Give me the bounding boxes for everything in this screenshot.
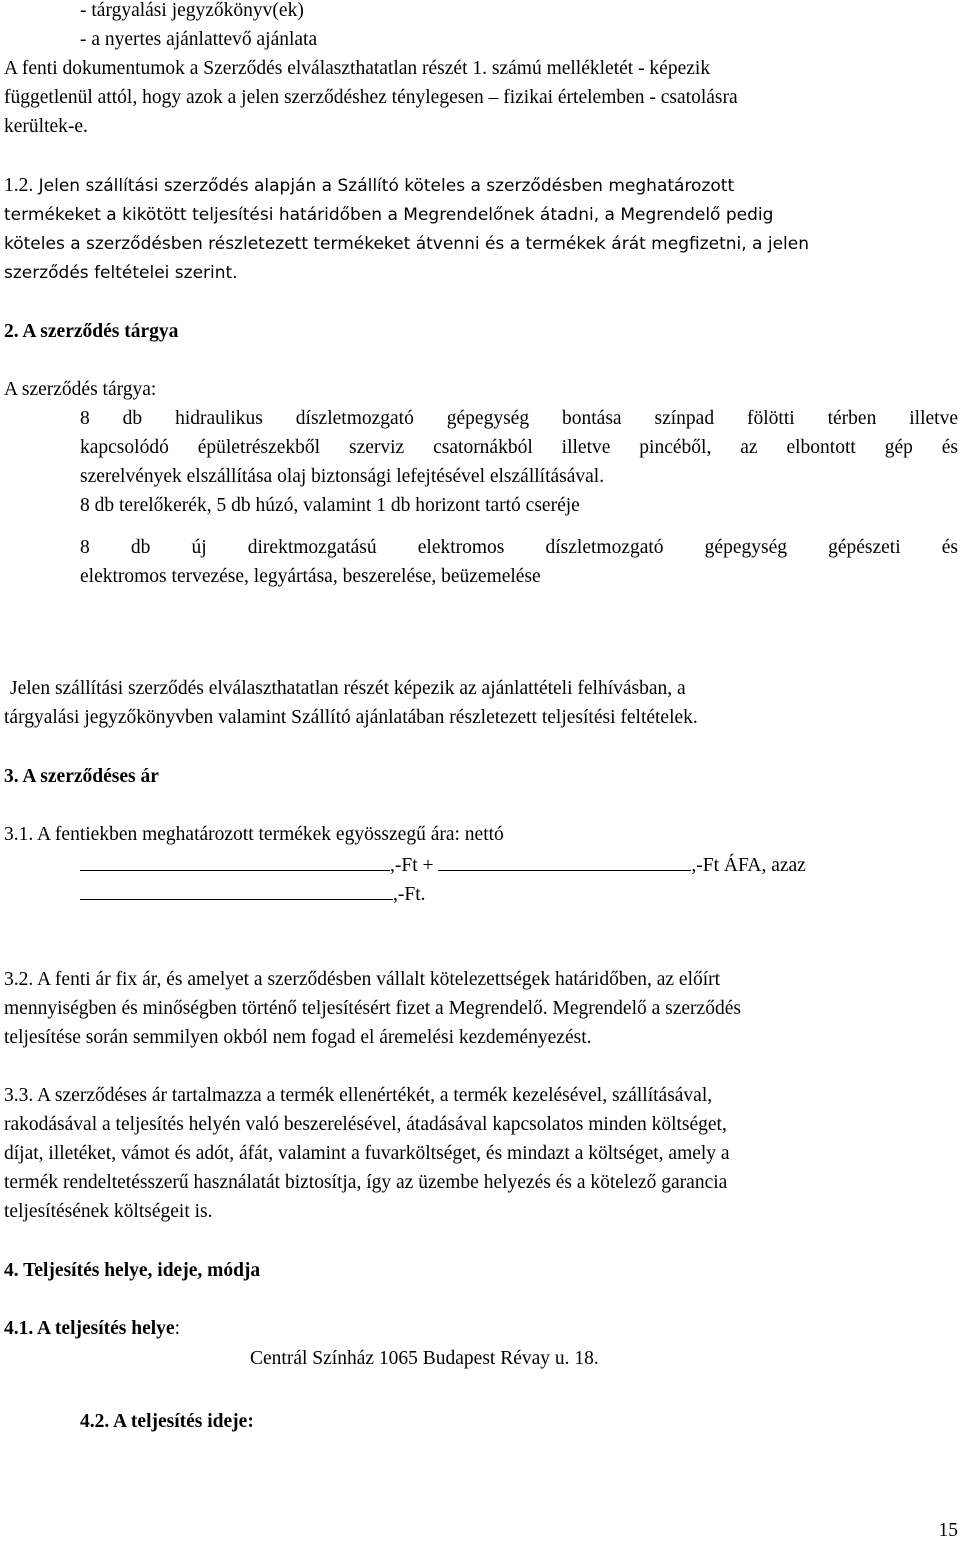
total-price-blank xyxy=(80,881,393,900)
clause-3-3-line: termék rendeltetésszerű használatát biztosítja, így az üzembe helyezés és a kötelező garancia xyxy=(4,1172,728,1193)
clause-3-3-line: díjat, illetéket, vámot és adót, áfát, valamint a fuvarköltséget, és mindazt a költséget, amely a xyxy=(4,1143,730,1164)
net-price-blank xyxy=(80,852,390,871)
section-heading: 4. Teljesítés helye, ideje, módja xyxy=(4,1260,261,1281)
subject-item-line: kapcsolódó épületrészekből szerviz csatornákból illetve pincéből, az elbontott gép és xyxy=(80,437,958,458)
clause-3-3-line: rakodásával a teljesítés helyén való beszerelésével, átadásával kapcsolatos minden költséget, xyxy=(4,1114,727,1135)
clause-4-1: 4.1. A teljesítés helye: xyxy=(4,1318,181,1339)
clause-1-2-line: köteles a szerződésben részletezett termékeket átvenni és a termékek árát megfizetni, a jelen xyxy=(4,234,810,254)
subject-intro: A szerződés tárgya: xyxy=(4,379,157,400)
clause-3-3-line: teljesítésének költségeit is. xyxy=(4,1201,213,1222)
closing-paragraph-line: Jelen szállítási szerződés elválaszthatatlan részét képezik az ajánlattételi felhívásban, a xyxy=(10,678,686,699)
annex-paragraph-line: függetlenül attól, hogy azok a jelen szerződéshez ténylegesen – fizikai értelemben - csatolásra xyxy=(4,87,738,108)
subject-item-line: elektromos tervezése, legyártása, beszerelése, beüzemelése xyxy=(80,566,541,587)
clause-1-2-line: szerződés feltételei szerint. xyxy=(4,263,238,283)
clause-3-2-line: 3.2. A fenti ár fix ár, és amelyet a szerződésben vállalt kötelezettségek határidőben, az előírt xyxy=(4,969,721,990)
list-item: - a nyertes ajánlattevő ajánlata xyxy=(80,29,318,50)
subject-item-line: 8 db hidraulikus díszletmozgató gépegység bontása színpad fölötti térben illetve xyxy=(80,408,958,429)
page-number: 15 xyxy=(938,1520,958,1541)
price-clause-line: 3.1. A fentiekben meghatározott termékek egyösszegű ára: nettó xyxy=(4,824,504,845)
vat-blank xyxy=(438,852,691,871)
annex-paragraph-line: kerültek-e. xyxy=(4,116,88,137)
clause-3-2-line: mennyiségben és minőségben történő teljesítésért fizet a Megrendelő. Megrendelő a szerződés xyxy=(4,998,741,1019)
price-total-line xyxy=(80,881,426,907)
list-item: - tárgyalási jegyzőkönyv(ek) xyxy=(80,0,304,21)
closing-paragraph-line: tárgyalási jegyzőkönyvben valamint Szállító ajánlatában részletezett teljesítési feltételek. xyxy=(4,707,698,728)
subject-item-line: szerelvények elszállítása olaj biztonsági lefejtésével elszállításával. xyxy=(80,466,605,487)
clause-3-2-line: teljesítése során semmilyen okból nem fogad el áremelési kezdeményezést. xyxy=(4,1027,592,1048)
subject-item: 8 db terelőkerék, 5 db húzó, valamint 1 db horizont tartó cseréje xyxy=(80,495,580,516)
price-blanks-line xyxy=(80,852,806,878)
ft-afa-label: ,-Ft ÁFA, azaz xyxy=(691,855,806,876)
clause-4-2: 4.2. A teljesítés ideje: xyxy=(80,1411,254,1432)
clause-3-3-line: 3.3. A szerződéses ár tartalmazza a termék ellenértékét, a termék kezelésével, szállításával, xyxy=(4,1085,713,1106)
annex-paragraph-line: A fenti dokumentumok a Szerződés elválaszthatatlan részét 1. számú mellékletét - képezik xyxy=(4,58,711,79)
subject-item-line: 8 db új direktmozgatású elektromos díszletmozgató gépegység gépészeti és xyxy=(80,537,958,558)
clause-1-2-line: termékeket a kikötött teljesítési határidőben a Megrendelőnek átadni, a Megrendelő pedig xyxy=(4,205,774,225)
delivery-place: Centrál Színház 1065 Budapest Révay u. 18. xyxy=(250,1348,599,1369)
section-heading: 2. A szerződés tárgya xyxy=(4,321,179,342)
ft-end-label: ,-Ft. xyxy=(393,884,426,905)
clause-1-2-line xyxy=(4,174,734,198)
clause-text: Jelen szállítási szerződés alapján a Szállító köteles a szerződésben meghatározott xyxy=(33,176,735,196)
clause-number: 1.2. xyxy=(4,175,34,196)
section-heading: 3. A szerződéses ár xyxy=(4,766,159,787)
ft-plus-label: ,-Ft + xyxy=(390,855,434,876)
